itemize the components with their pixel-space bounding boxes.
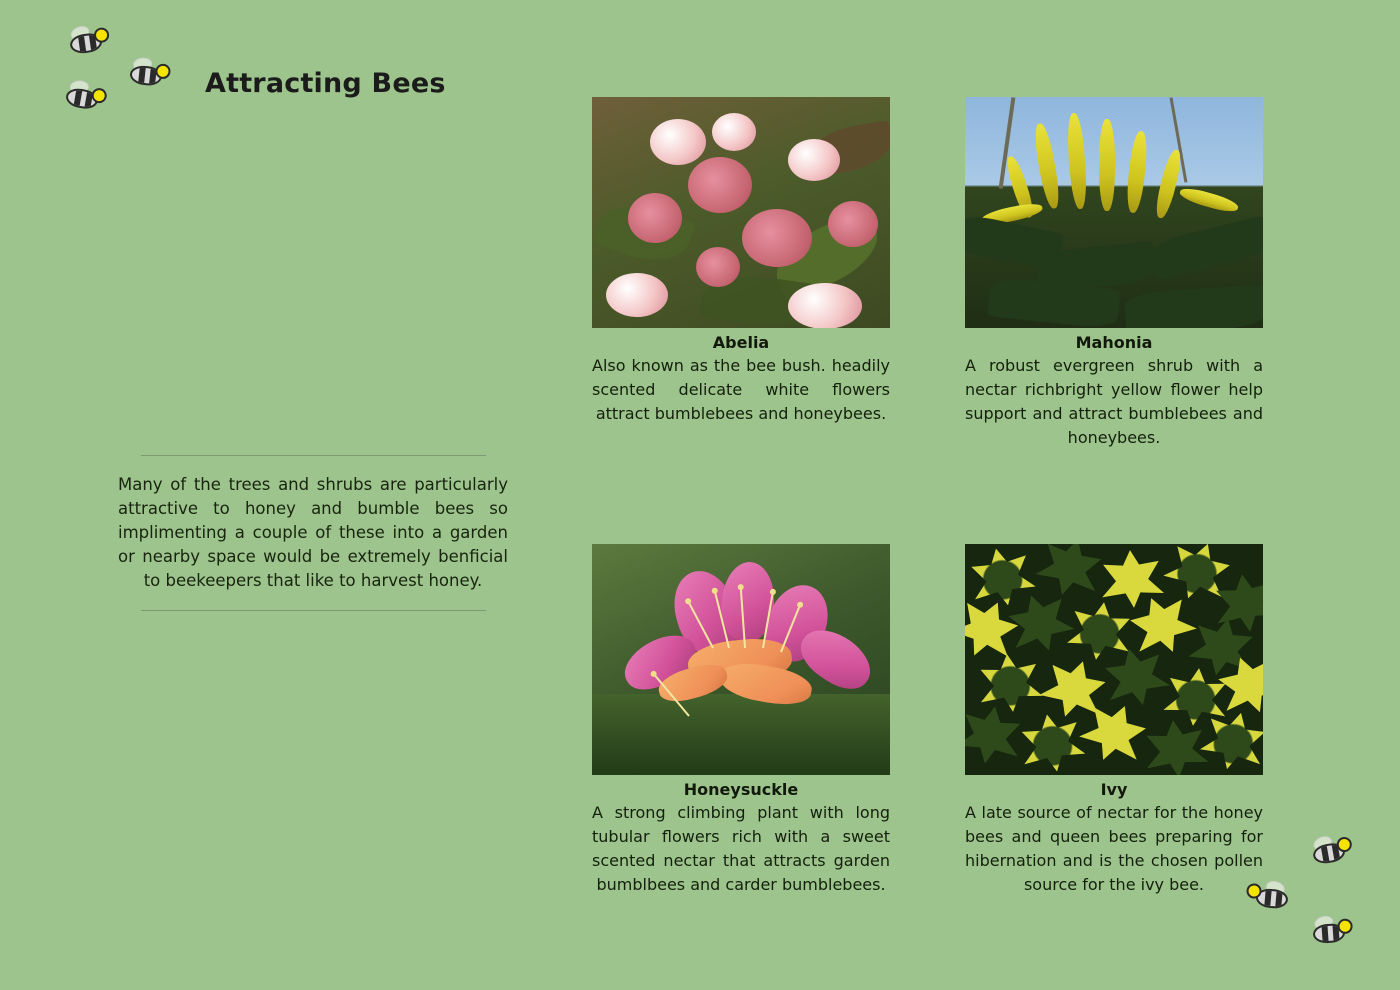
abelia-photo — [592, 97, 890, 328]
plant-name: Abelia — [712, 333, 770, 352]
ivy-photo — [965, 544, 1263, 775]
intro-block — [118, 455, 508, 611]
plant-name: Ivy — [1100, 780, 1128, 799]
bee-icon — [1304, 918, 1352, 947]
bee-icon — [121, 60, 169, 91]
divider-top — [141, 455, 486, 456]
plant-card-grid — [592, 97, 1280, 897]
plant-card-ivy — [965, 544, 1263, 897]
plant-description: A robust evergreen shrub with a nectar richbright yellow flower help support and attract bumblebees and honeybees. — [965, 356, 1263, 447]
bee-icon — [60, 27, 109, 59]
plant-card-mahonia — [965, 97, 1263, 450]
plant-card-abelia — [592, 97, 890, 450]
intro-paragraph: Many of the trees and shrubs are particularly attractive to honey and bumble bees so implimenting a couple of these into a garden or nearby space would be extremely benficial to beekeepers that like to harvest honey. — [118, 475, 508, 590]
divider-bottom — [141, 610, 486, 611]
plant-description: Also known as the bee bush. headily scented delicate white flowers attract bumblebees and honeybees. — [592, 356, 890, 423]
plant-name: Honeysuckle — [683, 780, 799, 799]
bee-icon — [1303, 836, 1353, 870]
plant-description: A strong climbing plant with long tubular flowers rich with a sweet scented nectar that attracts garden bumblbees and carder bumblebees. — [592, 803, 890, 894]
bee-head — [155, 63, 171, 79]
page-title: Attracting Bees — [205, 68, 446, 99]
plant-description: A late source of nectar for the honey bees and queen bees preparing for hibernation and is the chosen pollen source for the ivy bee. — [965, 803, 1263, 894]
plant-card-honeysuckle — [592, 544, 890, 897]
bee-head — [1337, 918, 1353, 934]
plant-name: Mahonia — [1075, 333, 1153, 352]
honeysuckle-photo — [592, 544, 890, 775]
bee-icon — [56, 81, 106, 115]
mahonia-photo — [965, 97, 1263, 328]
